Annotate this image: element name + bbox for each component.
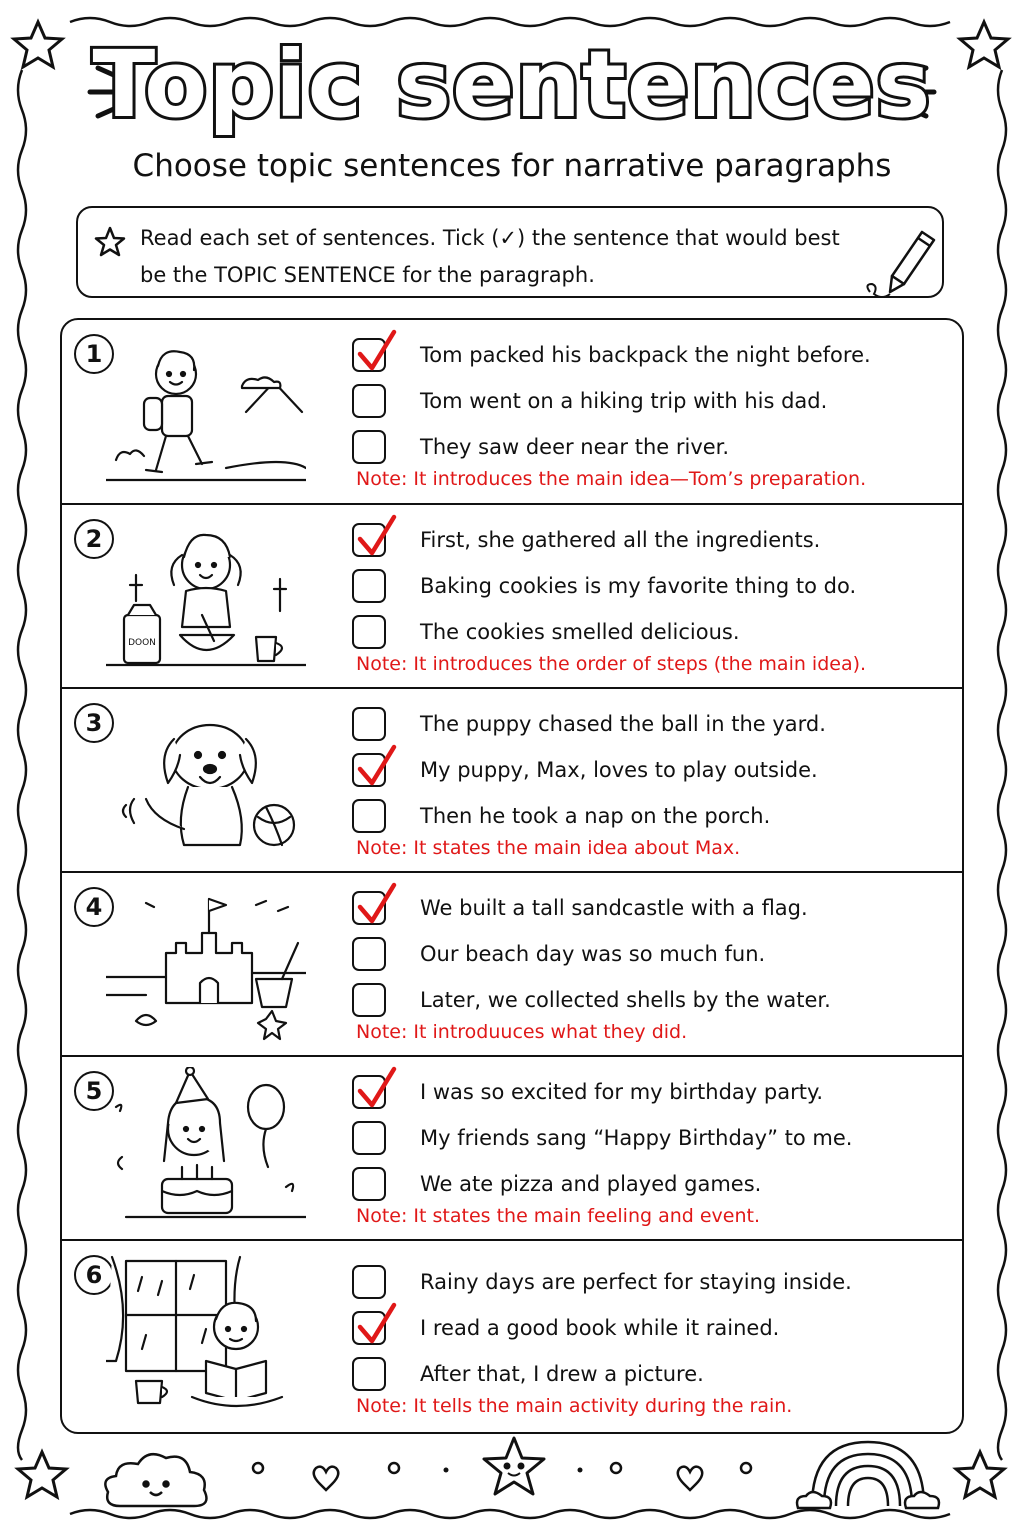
girl-baking-illustration	[106, 515, 306, 675]
sentence-option[interactable]	[352, 569, 952, 609]
boy-hiking-illustration	[106, 330, 306, 490]
sentence-option[interactable]	[352, 523, 952, 563]
checkbox[interactable]	[352, 1167, 386, 1201]
dot-icon	[578, 1468, 583, 1473]
checkbox[interactable]	[352, 1265, 386, 1299]
dot-icon	[253, 1463, 263, 1473]
sentence-text: After that, I drew a picture.	[420, 1362, 704, 1386]
answer-note: Note: It introduces the main idea—Tom’s preparation.	[356, 468, 867, 490]
sentence-option[interactable]	[352, 799, 952, 839]
answer-note: Note: It states the main idea about Max.	[356, 837, 741, 859]
answer-note: Note: It introduces the order of steps (the main idea).	[356, 653, 867, 675]
sentence-text: Our beach day was so much fun.	[420, 942, 766, 966]
sentence-text: Later, we collected shells by the water.	[420, 988, 831, 1012]
checkbox[interactable]	[352, 891, 386, 925]
sandcastle-beach-illustration	[106, 883, 306, 1043]
checkbox[interactable]	[352, 753, 386, 787]
instructions-line-2: be the TOPIC SENTENCE for the paragraph.	[140, 263, 595, 287]
sentence-text: Rainy days are perfect for staying inside.	[420, 1270, 852, 1294]
sentence-option[interactable]	[352, 1311, 952, 1351]
exercise-2	[62, 505, 962, 689]
heart-icon	[314, 1467, 339, 1490]
sentence-option[interactable]	[352, 338, 952, 378]
dot-icon	[611, 1463, 621, 1473]
exercise-list	[60, 318, 964, 1434]
answer-note: Note: It tells the main activity during the rain.	[356, 1395, 793, 1417]
checkbox[interactable]	[352, 338, 386, 372]
checkmark-icon	[352, 1065, 398, 1113]
checkbox[interactable]	[352, 615, 386, 649]
sentence-option[interactable]	[352, 983, 952, 1023]
sentence-text: I read a good book while it rained.	[420, 1316, 780, 1340]
checkmark-icon	[352, 881, 398, 929]
exercise-number: 6	[74, 1255, 114, 1295]
checkbox[interactable]	[352, 1121, 386, 1155]
answer-note: Note: It states the main feeling and event.	[356, 1205, 761, 1227]
sentence-option[interactable]	[352, 1121, 952, 1161]
star-icon	[484, 1438, 544, 1494]
answer-note: Note: It introduuces what they did.	[356, 1021, 688, 1043]
instructions-box	[76, 206, 944, 298]
dot-icon	[389, 1463, 399, 1473]
sentence-text: Baking cookies is my favorite thing to do.	[420, 574, 857, 598]
sentence-option[interactable]	[352, 430, 952, 470]
star-icon	[94, 226, 126, 258]
sentence-text: First, she gathered all the ingredients.	[420, 528, 821, 552]
checkbox[interactable]	[352, 1357, 386, 1391]
sentence-text: Tom went on a hiking trip with his dad.	[420, 389, 828, 413]
pencil-icon	[860, 226, 948, 304]
cloud-icon	[105, 1454, 206, 1506]
exercise-6	[62, 1241, 962, 1434]
checkbox[interactable]	[352, 523, 386, 557]
checkmark-icon	[352, 513, 398, 561]
sentence-option[interactable]	[352, 1265, 952, 1305]
sentence-option[interactable]	[352, 707, 952, 747]
exercise-number: 3	[74, 703, 114, 743]
sentence-option[interactable]	[352, 937, 952, 977]
sentence-text: They saw deer near the river.	[420, 435, 730, 459]
exercise-number: 5	[74, 1071, 114, 1111]
checkbox[interactable]	[352, 569, 386, 603]
heart-icon	[678, 1467, 703, 1490]
exercise-3	[62, 689, 962, 873]
footer-decorations	[0, 1436, 1024, 1536]
dot-icon	[741, 1463, 751, 1473]
sentence-option[interactable]	[352, 615, 952, 655]
checkbox[interactable]	[352, 1311, 386, 1345]
instructions-line-1: Read each set of sentences. Tick (✓) the sentence that would best	[140, 226, 840, 250]
sentence-text: Tom packed his backpack the night before.	[420, 343, 871, 367]
sentence-option[interactable]	[352, 1357, 952, 1397]
sentence-text: I was so excited for my birthday party.	[420, 1080, 824, 1104]
title-area	[0, 30, 1024, 150]
page-title: Topic sentences	[92, 31, 932, 138]
birthday-girl-illustration	[106, 1067, 306, 1227]
exercise-number: 2	[74, 519, 114, 559]
sentence-text: We built a tall sandcastle with a flag.	[420, 896, 808, 920]
boy-reading-rainy-window-illustration	[106, 1251, 306, 1411]
dot-icon	[444, 1468, 449, 1473]
checkbox[interactable]	[352, 430, 386, 464]
checkmark-icon	[352, 328, 398, 376]
puppy-with-ball-illustration	[106, 699, 306, 859]
sentence-text: We ate pizza and played games.	[420, 1172, 762, 1196]
exercise-number: 4	[74, 887, 114, 927]
exercise-1	[62, 320, 962, 505]
sentence-text: The cookies smelled delicious.	[420, 620, 740, 644]
instructions-text	[140, 220, 870, 294]
sentence-option[interactable]	[352, 384, 952, 424]
flour-bag-label: DOON	[128, 638, 156, 648]
checkmark-icon	[352, 1301, 398, 1349]
sentence-option[interactable]	[352, 891, 952, 931]
sentence-text: The puppy chased the ball in the yard.	[420, 712, 826, 736]
exercise-number: 1	[74, 334, 114, 374]
exercise-5	[62, 1057, 962, 1241]
checkbox[interactable]	[352, 1075, 386, 1109]
checkbox[interactable]	[352, 983, 386, 1017]
sentence-option[interactable]	[352, 1167, 952, 1207]
rainbow-icon	[797, 1442, 939, 1508]
exercise-4	[62, 873, 962, 1057]
sentence-option[interactable]	[352, 1075, 952, 1115]
checkbox[interactable]	[352, 937, 386, 971]
checkbox[interactable]	[352, 384, 386, 418]
sentence-option[interactable]	[352, 753, 952, 793]
checkbox[interactable]	[352, 799, 386, 833]
checkbox[interactable]	[352, 707, 386, 741]
page-subtitle: Choose topic sentences for narrative paragraphs	[132, 148, 892, 184]
sentence-text: Then he took a nap on the porch.	[420, 804, 771, 828]
sentence-text: My friends sang “Happy Birthday” to me.	[420, 1126, 853, 1150]
sentence-text: My puppy, Max, loves to play outside.	[420, 758, 818, 782]
checkmark-icon	[352, 743, 398, 791]
